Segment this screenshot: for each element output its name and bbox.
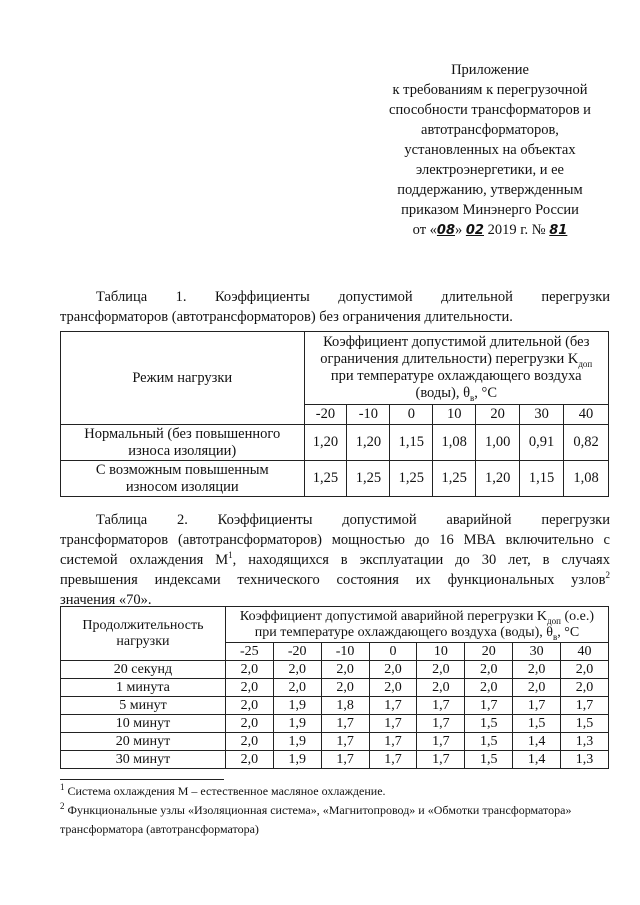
temp-cell: -10 [347, 405, 390, 425]
value-cell: 2,0 [369, 661, 417, 679]
temp-cell: 20 [465, 643, 513, 661]
table2-caption-line4 [60, 570, 610, 590]
appendix-line: приказом Минэнерго России [401, 202, 579, 218]
value-cell: 1,15 [520, 461, 564, 497]
value-cell: 1,5 [465, 751, 513, 769]
appendix-line: Приложение [451, 62, 529, 78]
header-text: , °C [474, 385, 498, 401]
value-cell: 1,5 [465, 715, 513, 733]
temp-cell: 30 [513, 643, 561, 661]
appendix-line: электроэнергетики, и ее [416, 162, 564, 178]
value-cell: 1,8 [321, 697, 369, 715]
value-cell: 1,25 [347, 461, 390, 497]
value-cell: 1,20 [304, 425, 347, 461]
caption-text: , находящихся в эксплуатации до 30 лет, в случаях [232, 552, 610, 568]
table2-caption [60, 510, 610, 610]
header-sub: доп [578, 358, 593, 369]
value-cell: 2,0 [225, 733, 273, 751]
value-cell: 1,7 [321, 751, 369, 769]
table2-caption-line5: значения «70». [60, 592, 152, 608]
value-cell: 1,7 [417, 733, 465, 751]
table1-mode-header: Режим нагрузки [61, 332, 305, 425]
table-row [61, 733, 609, 751]
table1-coef-header [304, 332, 608, 405]
value-cell: 2,0 [321, 679, 369, 697]
table-row [61, 697, 609, 715]
table2 [60, 606, 609, 769]
table1-caption-line1: Таблица 1. Коэффициенты допустимой длительной перегрузки [96, 289, 610, 305]
handwritten-number: 81 [549, 223, 568, 238]
table1-caption-line2: трансформаторов (автотрансформаторов) без ограничения длительности. [60, 309, 513, 325]
header-text: при температуре охлаждающего воздуха (воды), θ [330, 368, 582, 401]
temp-cell: 0 [369, 643, 417, 661]
value-cell: 2,0 [225, 697, 273, 715]
value-cell: 1,4 [513, 751, 561, 769]
footnote-ref: 1 [228, 550, 233, 561]
temp-cell: -10 [321, 643, 369, 661]
header-text: , °C [557, 624, 580, 640]
temp-cell: 20 [476, 405, 520, 425]
value-cell: 2,0 [225, 679, 273, 697]
temp-cell: -20 [304, 405, 347, 425]
table2-duration-header: Продолжительность нагрузки [61, 607, 226, 661]
value-cell: 2,0 [417, 661, 465, 679]
footnote-1 [60, 782, 620, 801]
value-cell: 1,7 [417, 715, 465, 733]
table-row [61, 751, 609, 769]
value-cell: 2,0 [225, 751, 273, 769]
caption-text: превышения индексами технического состояния их функциональных узлов [60, 572, 606, 588]
temp-cell: 30 [520, 405, 564, 425]
value-cell: 2,0 [273, 661, 321, 679]
value-cell: 2,0 [369, 679, 417, 697]
temp-cell: -20 [273, 643, 321, 661]
value-cell: 2,0 [225, 661, 273, 679]
value-cell: 2,0 [465, 661, 513, 679]
value-cell: 2,0 [561, 679, 609, 697]
value-cell: 1,9 [273, 715, 321, 733]
handwritten-month: 02 [465, 223, 484, 238]
table-row [61, 661, 609, 679]
header-text: Коэффициент допустимой длительной (без ограничения длительности) перегрузки K [320, 334, 590, 367]
value-cell: 2,0 [465, 679, 513, 697]
footnote-number: 2 [60, 801, 65, 811]
value-cell: 1,9 [273, 733, 321, 751]
value-cell: 1,7 [513, 697, 561, 715]
value-cell: 2,0 [225, 715, 273, 733]
table2-caption-line1: Таблица 2. Коэффициенты допустимой аварийной перегрузки [96, 512, 610, 528]
footnotes [60, 782, 620, 839]
value-cell: 2,0 [561, 661, 609, 679]
value-cell: 1,7 [417, 751, 465, 769]
value-cell: 2,0 [321, 661, 369, 679]
value-cell: 1,7 [465, 697, 513, 715]
value-cell: 1,25 [304, 461, 347, 497]
value-cell: 1,25 [390, 461, 433, 497]
temp-cell: 0 [390, 405, 433, 425]
header-text: (о.е.) при температуре охлаждающего воздуха (воды), θ [254, 608, 594, 640]
table-row [61, 679, 609, 697]
mode-cell: Нормальный (без повышенного износа изоляции) [61, 425, 305, 461]
value-cell: 2,0 [273, 679, 321, 697]
temp-cell: -25 [225, 643, 273, 661]
value-cell: 2,0 [417, 679, 465, 697]
duration-cell: 10 минут [61, 715, 226, 733]
table2-caption-line3 [60, 550, 610, 570]
temp-cell: 10 [433, 405, 476, 425]
order-date-line [372, 220, 608, 241]
appendix-line: установленных на объектах [404, 142, 576, 158]
value-cell: 1,08 [433, 425, 476, 461]
value-cell: 1,3 [561, 751, 609, 769]
value-cell: 1,5 [465, 733, 513, 751]
date-prefix: от « [412, 222, 437, 238]
value-cell: 1,9 [273, 751, 321, 769]
value-cell: 1,7 [321, 715, 369, 733]
value-cell: 2,0 [513, 661, 561, 679]
header-sub: в [470, 392, 475, 403]
date-suffix: 2019 г. № [483, 222, 546, 238]
value-cell: 1,08 [564, 461, 609, 497]
table2-coef-header [225, 607, 608, 643]
header-sub: доп [547, 615, 561, 626]
header-sub: в [552, 631, 558, 642]
value-cell: 0,82 [564, 425, 609, 461]
duration-cell: 20 секунд [61, 661, 226, 679]
temp-cell: 10 [417, 643, 465, 661]
value-cell: 2,0 [513, 679, 561, 697]
handwritten-day: 08 [436, 223, 456, 238]
duration-cell: 20 минут [61, 733, 226, 751]
value-cell: 1,7 [369, 733, 417, 751]
table-row [61, 715, 609, 733]
footnote-number: 1 [60, 782, 65, 792]
footnote-text: Функциональные узлы «Изоляционная система», «Магнитопровод» и «Обмотки трансформатора» трансформатора (автотрансформатора) [60, 803, 572, 836]
header-text: Коэффициент допустимой аварийной перегрузки K [239, 608, 548, 624]
table1 [60, 331, 609, 497]
value-cell: 1,5 [513, 715, 561, 733]
value-cell: 0,91 [520, 425, 564, 461]
value-cell: 1,7 [369, 751, 417, 769]
value-cell: 1,7 [417, 697, 465, 715]
value-cell: 1,4 [513, 733, 561, 751]
value-cell: 1,3 [561, 733, 609, 751]
footnote-text: Система охлаждения М – естественное масляное охлаждение. [64, 784, 386, 798]
table-row [61, 425, 609, 461]
table1-caption [60, 287, 610, 327]
value-cell: 1,15 [390, 425, 433, 461]
value-cell: 1,20 [347, 425, 390, 461]
appendix-line: поддержанию, утвержденным [397, 182, 583, 198]
value-cell: 1,7 [561, 697, 609, 715]
footnote-divider [60, 779, 224, 780]
duration-cell: 30 минут [61, 751, 226, 769]
duration-cell: 5 минут [61, 697, 226, 715]
appendix-line: к требованиям к перегрузочной [392, 82, 588, 98]
appendix-line: способности трансформаторов и [389, 102, 591, 118]
value-cell: 1,00 [476, 425, 520, 461]
date-mid: » [455, 222, 466, 238]
duration-cell: 1 минута [61, 679, 226, 697]
table-row [61, 461, 609, 497]
value-cell: 1,7 [369, 697, 417, 715]
appendix-line: автотрансформаторов, [421, 122, 559, 138]
temp-cell: 40 [561, 643, 609, 661]
temp-cell: 40 [564, 405, 609, 425]
footnote-2 [60, 801, 620, 839]
appendix-header [372, 60, 608, 241]
value-cell: 1,9 [273, 697, 321, 715]
value-cell: 1,25 [433, 461, 476, 497]
value-cell: 1,7 [321, 733, 369, 751]
value-cell: 1,20 [476, 461, 520, 497]
table2-caption-line2: трансформаторов (автотрансформаторов) мощностью до 16 МВА включительно с [60, 532, 610, 548]
mode-cell: С возможным повышенным износом изоляции [61, 461, 305, 497]
value-cell: 1,5 [561, 715, 609, 733]
caption-text: системой охлаждения М [60, 552, 229, 568]
footnote-ref: 2 [605, 570, 610, 581]
value-cell: 1,7 [369, 715, 417, 733]
